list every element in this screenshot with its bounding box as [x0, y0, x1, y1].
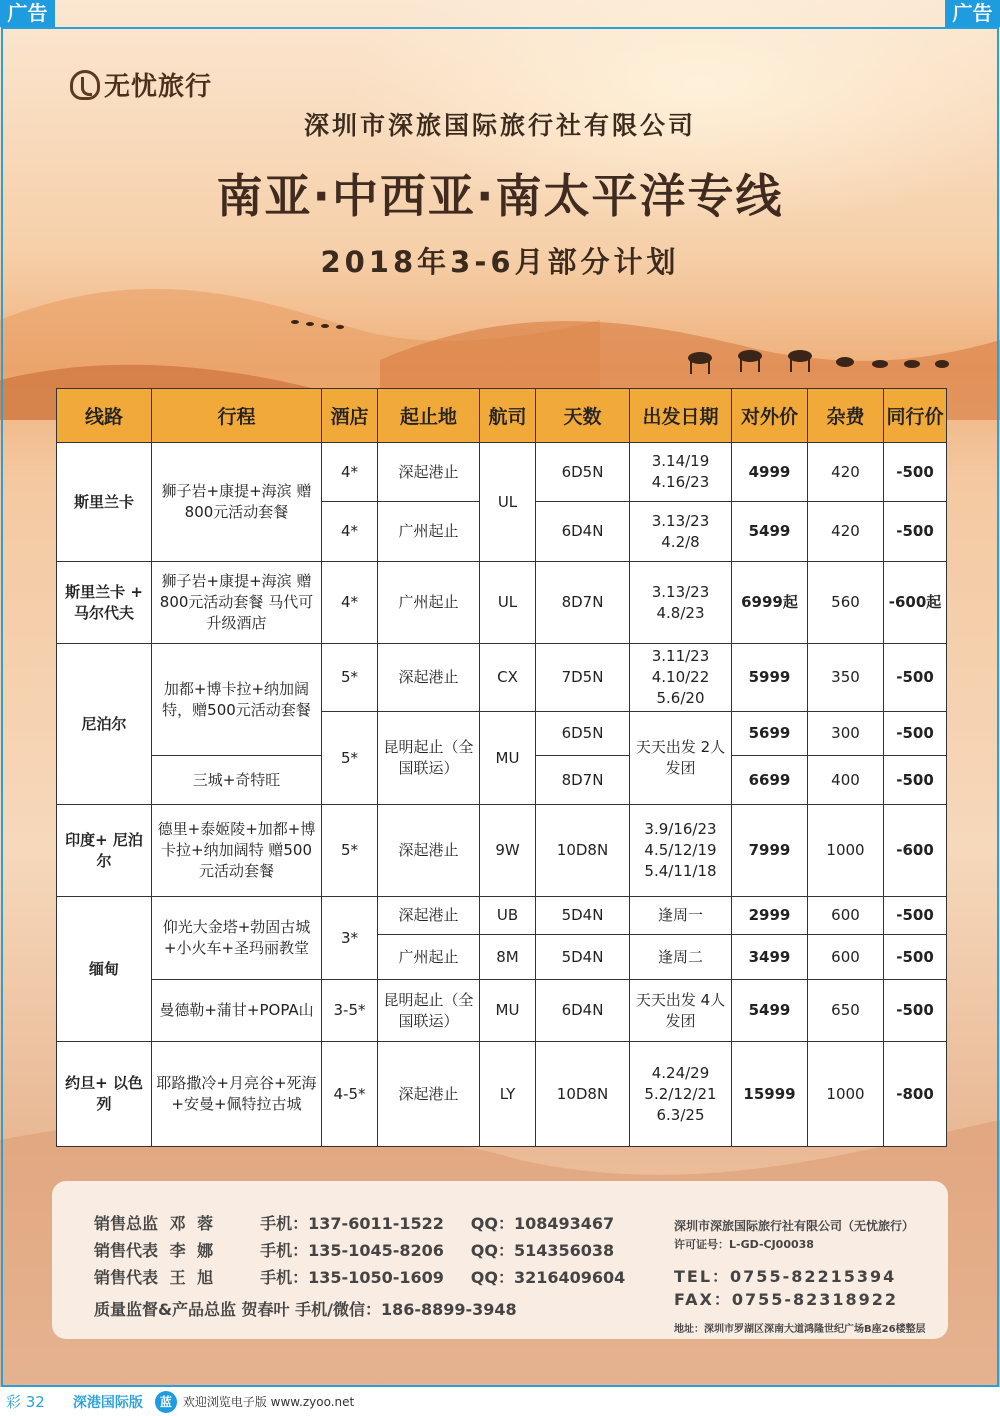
table-row: [57, 980, 947, 1042]
price-cell: 5699: [732, 712, 808, 756]
agent-price-cell: -500: [884, 644, 947, 712]
price-cell: 5499: [732, 502, 808, 562]
airline-cell: LY: [480, 1042, 536, 1147]
table-row: [57, 1042, 947, 1147]
price-cell: 6999起: [732, 562, 808, 644]
contact-phone: 手机：135-1050-1609: [260, 1268, 444, 1287]
agency-address: 地址：深圳市罗湖区深南大道鸿隆世纪广场B座26楼整层: [674, 1324, 926, 1335]
col-header: 同行价: [884, 389, 947, 443]
fee-cell: 600: [808, 935, 884, 980]
dates-cell: 天天出发 2人发团: [630, 712, 732, 805]
contact-phone: 手机：137-6011-1522: [260, 1214, 444, 1233]
route-cell: 斯里兰卡: [57, 443, 152, 562]
agency-fax: FAX：0755-82318922: [674, 1290, 899, 1309]
days-cell: 6D5N: [536, 443, 630, 502]
itinerary-cell: 狮子岩+康提+海滨 赠800元活动套餐: [152, 443, 322, 562]
airline-cell: 9W: [480, 805, 536, 897]
days-cell: 6D5N: [536, 712, 630, 756]
agency-name: 深圳市深旅国际旅行社有限公司（无忧旅行）: [674, 1219, 915, 1233]
agent-price-cell: -500: [884, 980, 947, 1042]
logo-icon: [70, 70, 100, 100]
origin-cell: 昆明起止（全国联运）: [378, 980, 480, 1042]
page-footer: [0, 1387, 1000, 1416]
hotel-cell: 3-5*: [322, 980, 378, 1042]
agent-price-cell: -800: [884, 1042, 947, 1147]
route-cell: 约旦+ 以色列: [57, 1042, 152, 1147]
contact-name: 邓 蓉: [169, 1214, 217, 1233]
airline-cell: UL: [480, 443, 536, 562]
ad-tag-left: 广告: [0, 0, 55, 27]
days-cell: 10D8N: [536, 805, 630, 897]
fee-cell: 650: [808, 980, 884, 1042]
route-cell: 斯里兰卡 + 马尔代夫: [57, 562, 152, 644]
table-header-row: [57, 389, 947, 443]
col-header: 出发日期: [630, 389, 732, 443]
table-row: [57, 805, 947, 897]
origin-cell: 深起港止: [378, 805, 480, 897]
days-cell: 7D5N: [536, 644, 630, 712]
col-header: 行程: [152, 389, 322, 443]
col-header: 对外价: [732, 389, 808, 443]
quality-contact: 质量监督&产品总监 贺春叶 手机/微信：186-8899-3948: [94, 1300, 517, 1319]
col-header: 酒店: [322, 389, 378, 443]
itinerary-cell: 德里+泰姬陵+加都+博卡拉+纳加阔特 赠500元活动套餐: [152, 805, 322, 897]
price-cell: 2999: [732, 897, 808, 935]
contact-name: 李 娜: [169, 1241, 217, 1260]
dates-cell: 逢周二: [630, 935, 732, 980]
dates-cell: 3.13/23 4.2/8: [630, 502, 732, 562]
contact-role: 销售代表: [94, 1268, 159, 1287]
agency-tel: TEL：0755-82215394: [674, 1267, 897, 1286]
agency-info: [674, 1217, 926, 1335]
edition-badge-icon: 蓝: [155, 1391, 177, 1413]
fee-cell: 300: [808, 712, 884, 756]
company-name: 深圳市深旅国际旅行社有限公司: [303, 111, 696, 140]
col-header: 航司: [480, 389, 536, 443]
contact-row: [94, 1265, 625, 1288]
col-header: 起止地: [378, 389, 480, 443]
route-cell: 印度+ 尼泊尔: [57, 805, 152, 897]
airline-cell: MU: [480, 980, 536, 1042]
contact-name: 王 旭: [169, 1268, 217, 1287]
logo-text: 无忧旅行: [104, 72, 213, 102]
table-row: [57, 897, 947, 935]
origin-cell: 广州起止: [378, 935, 480, 980]
dates-cell: 逢周一: [630, 897, 732, 935]
hotel-cell: 4-5*: [322, 1042, 378, 1147]
col-header: 线路: [57, 389, 152, 443]
fee-cell: 420: [808, 502, 884, 562]
table-row: [57, 562, 947, 644]
contact-qq: QQ：514356038: [470, 1241, 615, 1260]
origin-cell: 广州起止: [378, 562, 480, 644]
dates-cell: 3.9/16/23 4.5/12/19 5.4/11/18: [630, 805, 732, 897]
route-cell: 缅甸: [57, 897, 152, 1042]
fee-cell: 1000: [808, 1042, 884, 1147]
airline-cell: UB: [480, 897, 536, 935]
origin-cell: 昆明起止（全国联运）: [378, 712, 480, 805]
origin-cell: 深起港止: [378, 644, 480, 712]
fee-cell: 350: [808, 644, 884, 712]
hotel-cell: 3*: [322, 897, 378, 980]
edition-name: 深港国际版: [72, 1394, 143, 1411]
contact-phone: 手机：135-1045-8206: [260, 1241, 444, 1260]
origin-cell: 广州起止: [378, 502, 480, 562]
footer-link-text[interactable]: 欢迎浏览电子版 www.zyoo.net: [182, 1395, 355, 1409]
price-cell: 4999: [732, 443, 808, 502]
days-cell: 10D8N: [536, 1042, 630, 1147]
dates-cell: 3.11/23 4.10/22 5.6/20: [630, 644, 732, 712]
price-cell: 5499: [732, 980, 808, 1042]
dates-cell: 天天出发 4人发团: [630, 980, 732, 1042]
page-number: 彩 32: [6, 1393, 45, 1411]
days-cell: 5D4N: [536, 897, 630, 935]
dates-cell: 3.13/23 4.8/23: [630, 562, 732, 644]
itinerary-cell: 加都+博卡拉+纳加阔特，赠500元活动套餐: [152, 644, 322, 756]
hotel-cell: 4*: [322, 443, 378, 502]
agent-price-cell: -500: [884, 935, 947, 980]
itinerary-cell: 仰光大金塔+勃固古城+小火车+圣玛丽教堂: [152, 897, 322, 980]
agent-price-cell: -500: [884, 443, 947, 502]
page-subtitle: 2018年3-6月部分计划: [320, 245, 680, 279]
hotel-cell: 4*: [322, 502, 378, 562]
itinerary-cell: 三城+奇特旺: [152, 756, 322, 805]
hotel-cell: 5*: [322, 644, 378, 712]
hotel-cell: 4*: [322, 562, 378, 644]
hotel-cell: 5*: [322, 805, 378, 897]
origin-cell: 深起港止: [378, 1042, 480, 1147]
itinerary-cell: 狮子岩+康提+海滨 赠800元活动套餐 马代可升级酒店: [152, 562, 322, 644]
agent-price-cell: -500: [884, 897, 947, 935]
price-cell: 6699: [732, 756, 808, 805]
contact-role: 销售代表: [94, 1241, 159, 1260]
route-cell: 尼泊尔: [57, 644, 152, 805]
dates-cell: 4.24/29 5.2/12/21 6.3/25: [630, 1042, 732, 1147]
agent-price-cell: -500: [884, 502, 947, 562]
itinerary-cell: 耶路撒冷+月亮谷+死海+安曼+佩特拉古城: [152, 1042, 322, 1147]
hotel-cell: 5*: [322, 712, 378, 805]
days-cell: 5D4N: [536, 935, 630, 980]
price-cell: 5999: [732, 644, 808, 712]
contact-panel: [52, 1181, 948, 1339]
price-cell: 7999: [732, 805, 808, 897]
fee-cell: 600: [808, 897, 884, 935]
fee-cell: 400: [808, 756, 884, 805]
page-title: 南亚·中西亚·南太平洋专线: [216, 169, 784, 223]
dates-cell: 3.14/19 4.16/23: [630, 443, 732, 502]
agent-price-cell: -500: [884, 756, 947, 805]
airline-cell: MU: [480, 712, 536, 805]
origin-cell: 深起港止: [378, 443, 480, 502]
table-row: [57, 644, 947, 712]
contact-row: [94, 1211, 614, 1234]
airline-cell: UL: [480, 562, 536, 644]
days-cell: 6D4N: [536, 502, 630, 562]
price-cell: 3499: [732, 935, 808, 980]
contact-row: [94, 1238, 614, 1261]
fee-cell: 420: [808, 443, 884, 502]
brand-logo: [70, 66, 212, 103]
days-cell: 6D4N: [536, 980, 630, 1042]
days-cell: 8D7N: [536, 562, 630, 644]
fee-cell: 560: [808, 562, 884, 644]
contact-qq: QQ：3216409604: [470, 1268, 626, 1287]
contact-qq: QQ：108493467: [470, 1214, 615, 1233]
price-cell: 15999: [732, 1042, 808, 1147]
table-row: [57, 443, 947, 502]
airline-cell: 8M: [480, 935, 536, 980]
col-header: 杂费: [808, 389, 884, 443]
itinerary-cell: 曼德勒+蒲甘+POPA山: [152, 980, 322, 1042]
agent-price-cell: -600起: [884, 562, 947, 644]
days-cell: 8D7N: [536, 756, 630, 805]
contact-role: 销售总监: [94, 1214, 159, 1233]
col-header: 天数: [536, 389, 630, 443]
agent-price-cell: -500: [884, 712, 947, 756]
origin-cell: 深起港止: [378, 897, 480, 935]
agent-price-cell: -600: [884, 805, 947, 897]
routes-table: [56, 388, 947, 1147]
airline-cell: CX: [480, 644, 536, 712]
ad-tag-right: 广告: [945, 0, 1000, 27]
fee-cell: 1000: [808, 805, 884, 897]
agency-license: 许可证号：L-GD-CJ00038: [674, 1238, 814, 1251]
